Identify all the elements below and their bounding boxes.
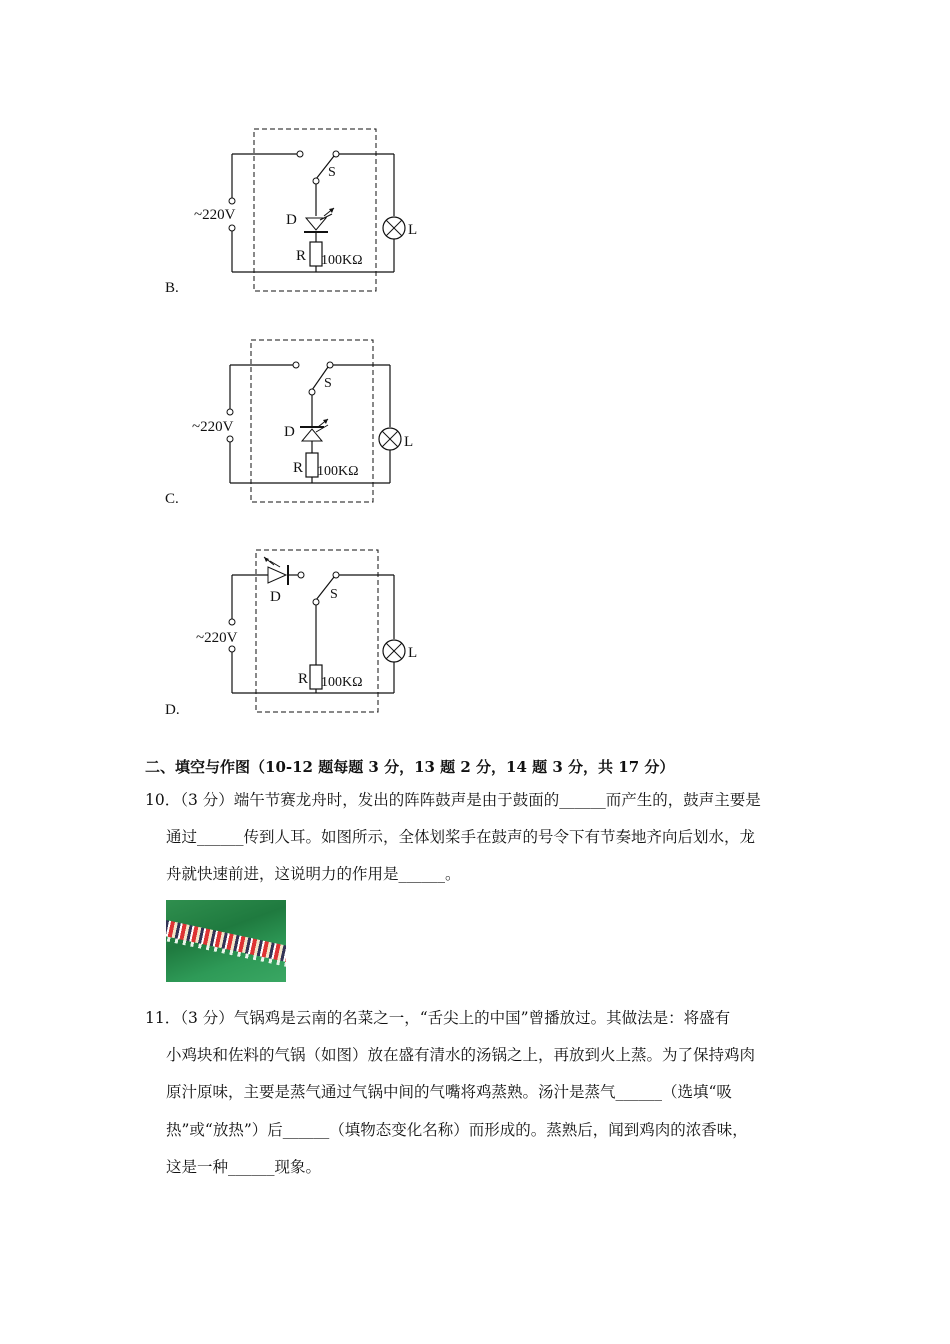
lamp-label: L (408, 645, 418, 661)
q11-line-5: 这是一种______现象。 (166, 1158, 322, 1176)
diode-label: D (286, 212, 297, 228)
led-symbol (268, 567, 286, 583)
resistance-label: 100KΩ (321, 675, 363, 690)
switch-label: S (328, 165, 336, 180)
resistor-label: R (298, 671, 309, 687)
q10-line-2: 通过______传到人耳。如图所示，全体划桨手在鼓声的号令下有节奏地齐向后划水，龙 (166, 828, 756, 846)
q10-line-1: 10．（3 分）端午节赛龙舟时，发出的阵阵鼓声是由于鼓面的______而产生的，鼓声主要是 (145, 791, 761, 809)
option-b-label: B. (165, 280, 179, 296)
q11-line-3: 原汁原味，主要是蒸气通过气锅中间的气嘴将鸡蒸熟。汤汁是蒸气______（选填“吸 (166, 1083, 732, 1101)
q11-line-4: 热”或“放热”）后______（填物态变化名称）而形成的。蒸熟后，闻到鸡肉的浓香味， (166, 1121, 748, 1139)
lamp-label: L (408, 222, 418, 238)
resistance-label: 100KΩ (317, 464, 359, 479)
switch-label: S (324, 376, 332, 391)
section-title: 二、填空与作图（10-12 题每题 3 分，13 题 2 分，14 题 3 分，共 17 分） (145, 758, 675, 776)
q10-line-3: 舟就快速前进，这说明力的作用是______。 (166, 865, 461, 883)
option-c-label: C. (165, 491, 179, 507)
resistor-label: R (293, 460, 304, 476)
q11-line-2: 小鸡块和佐料的气锅（如图）放在盛有清水的汤锅之上，再放到火上蒸。为了保持鸡肉 (166, 1046, 756, 1064)
voltage-label: ~220V (192, 419, 234, 435)
circuit-diagram-c (188, 331, 428, 511)
led-symbol (306, 218, 326, 230)
lamp-label: L (404, 434, 414, 450)
q11-line-1: 11．（3 分）气锅鸡是云南的名菜之一，“舌尖上的中国”曾播放过。其做法是：将盛有 (145, 1009, 731, 1027)
voltage-label: ~220V (196, 630, 238, 646)
option-d-label: D. (165, 702, 180, 718)
voltage-label: ~220V (194, 207, 236, 223)
resistance-label: 100KΩ (321, 253, 363, 268)
switch-label: S (330, 587, 338, 602)
diode-label: D (270, 589, 281, 605)
dragon-boat-photo (166, 900, 286, 982)
diode-label: D (284, 424, 295, 440)
circuit-diagram-b (190, 120, 430, 300)
resistor-label: R (296, 248, 307, 264)
circuit-diagram-d (190, 541, 430, 721)
